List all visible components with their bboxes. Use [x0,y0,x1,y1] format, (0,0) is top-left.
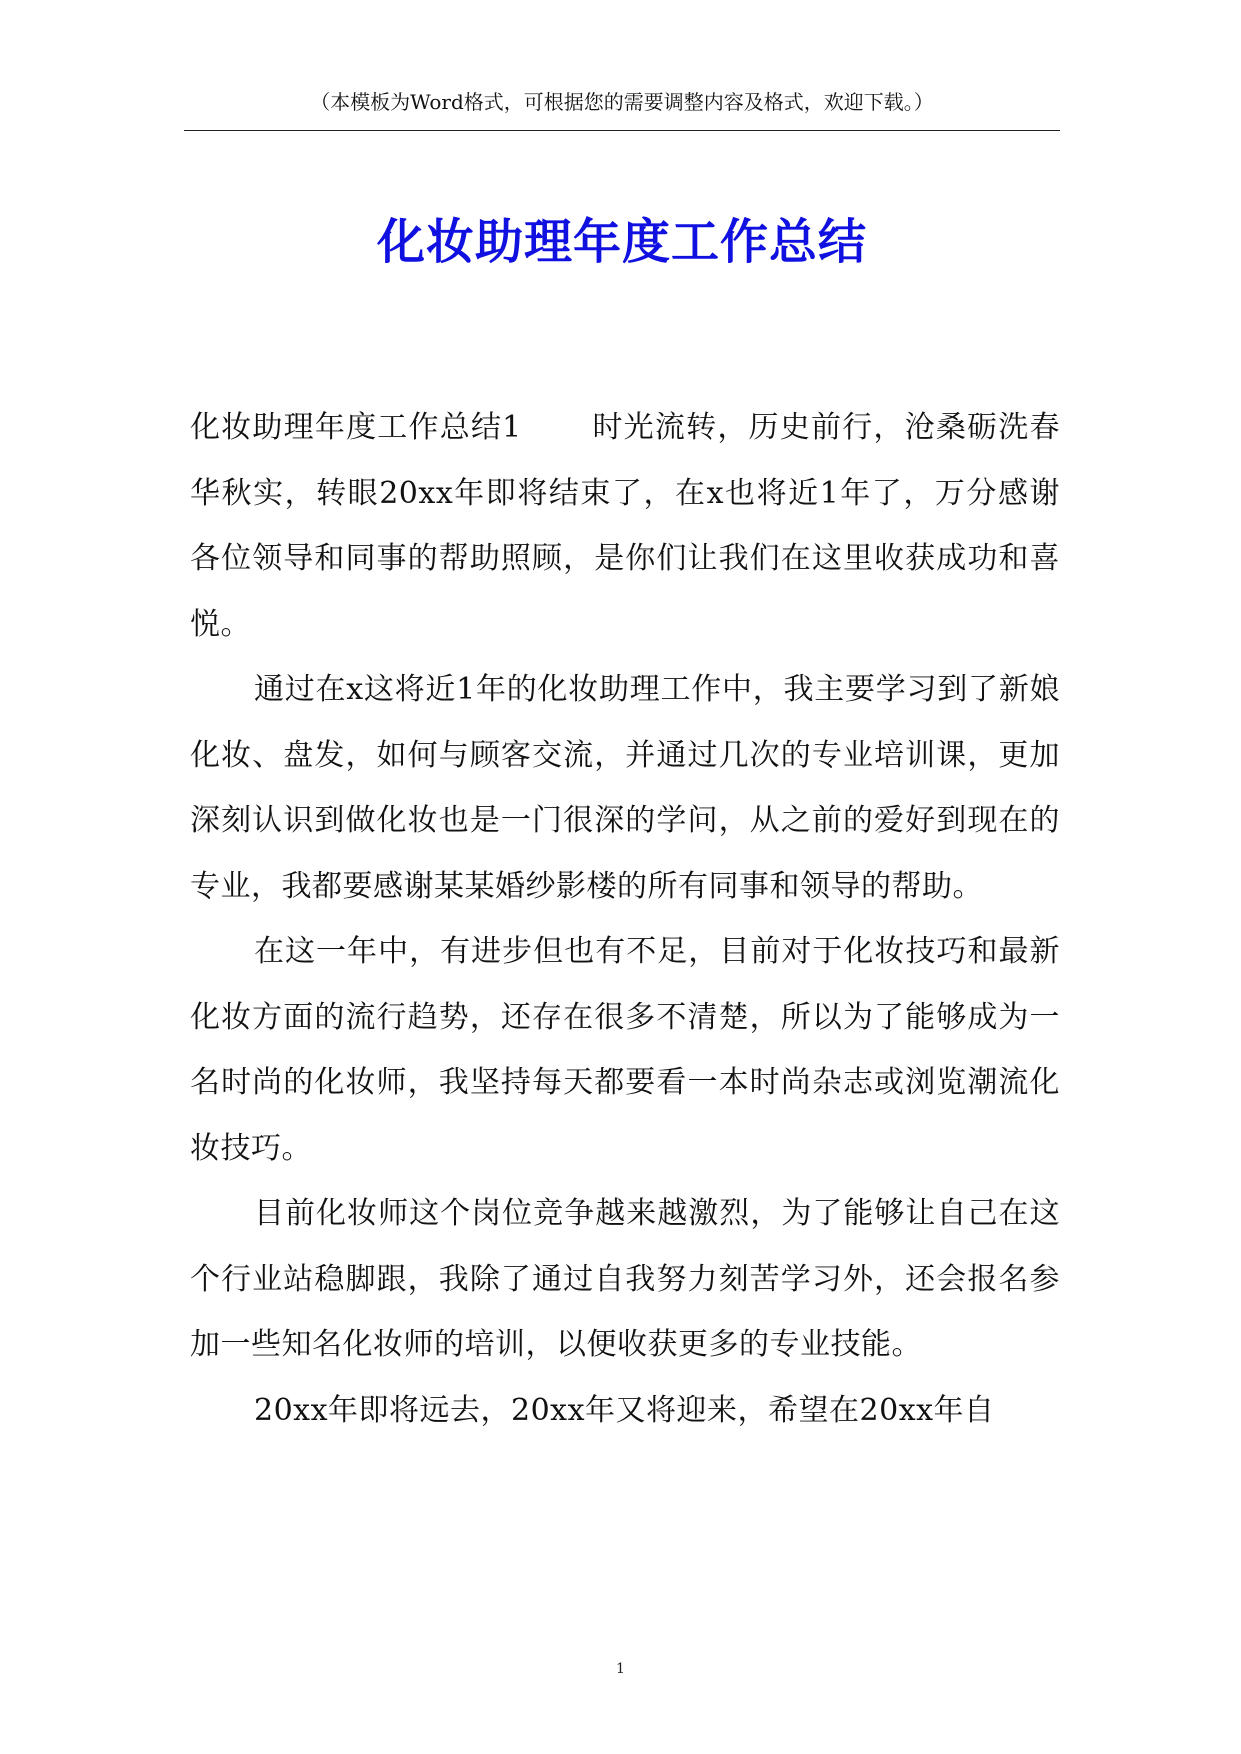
paragraph-2: 通过在x这将近1年的化妆助理工作中，我主要学习到了新娘化妆、盘发，如何与顾客交流，并通过几次的专业培训课，更加深刻认识到做化妆也是一门很深的学问，从之前的爱好到现在的专业，我都要感谢某某婚纱影楼的所有同事和领导的帮助。 [190,672,1060,904]
document-body [190,395,1060,1443]
paragraph-5: 20xx年即将远去，20xx年又将迎来，希望在20xx年自 [254,1392,995,1428]
document-title: 化妆助理年度工作总结 [376,214,867,270]
paragraph-4: 目前化妆师这个岗位竞争越来越激烈，为了能够让自己在这个行业站稳脚跟，我除了通过自我努力刻苦学习外，还会报名参加一些知名化妆师的培训，以便收获更多的专业技能。 [190,1196,1060,1362]
template-note-header: （本模板为Word格式，可根据您的需要调整内容及格式，欢迎下载。） [310,90,934,114]
paragraph-1-text: 时光流转，历史前行，沧桑砺洗春华秋实，转眼20xx年即将结束了，在x也将近1年了，万分感谢各位领导和同事的帮助照顾，是你们让我们在这里收获成功和喜悦。 [190,410,1060,642]
paragraph-1 [190,395,1060,657]
header-divider [184,130,1060,131]
page-number: 1 [616,1661,625,1677]
paragraph-3: 在这一年中，有进步但也有不足，目前对于化妆技巧和最新化妆方面的流行趋势，还存在很多不清楚，所以为了能够成为一名时尚的化妆师，我坚持每天都要看一本时尚杂志或浏览潮流化妆技巧。 [190,934,1060,1166]
section-heading: 化妆助理年度工作总结1 [190,410,522,445]
